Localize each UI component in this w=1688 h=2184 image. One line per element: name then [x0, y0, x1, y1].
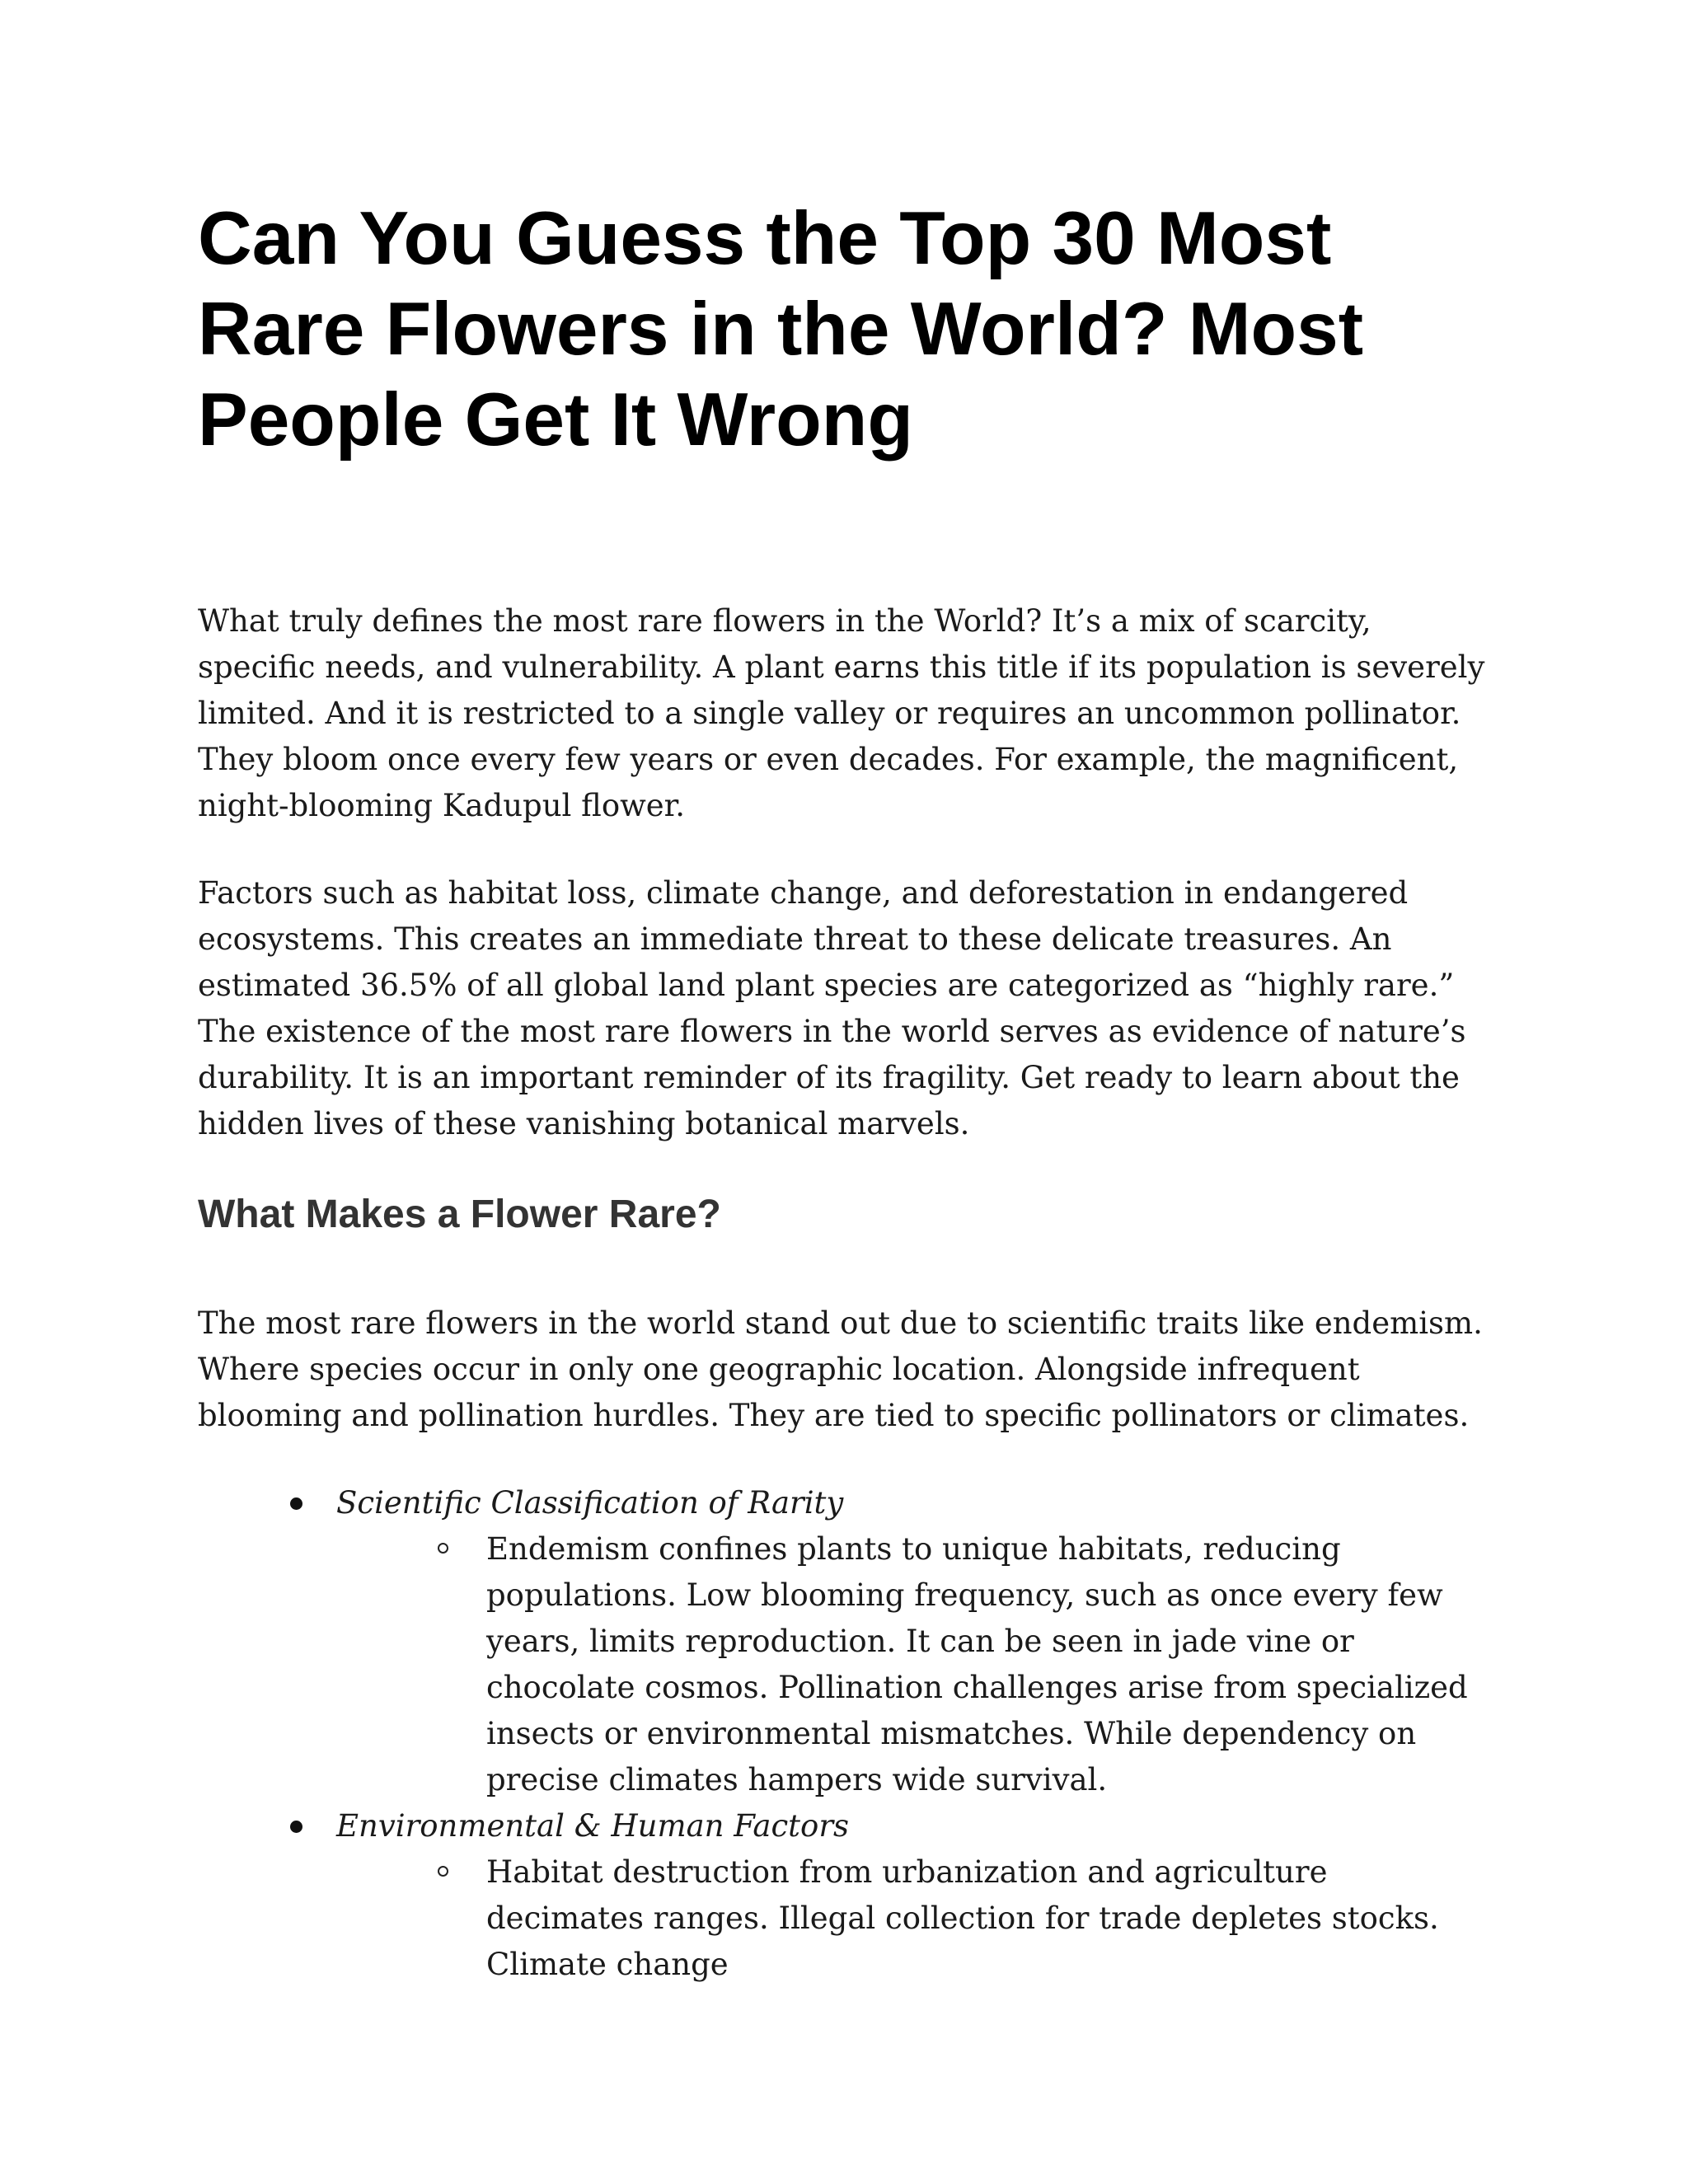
rarity-factors-list	[198, 1480, 1490, 1988]
bullet-icon	[290, 1497, 302, 1510]
intro-paragraph-1: What truly defines the most rare flowers in the World? It’s a mix of scarcity, specific needs, and vulnerability. A plant earns this title if its population is severely limited. And it is restricted to a single valley or requires an uncommon pollinator. They bloom once every few years or even decades. For example, the magnificent, night-blooming Kadupul flower.	[198, 603, 1485, 823]
sub-list	[336, 1526, 1490, 1803]
sub-list-item	[486, 1526, 1490, 1803]
sub-list-item-text: Habitat destruction from urbanization and agriculture decimates ranges. Illegal collection for trade depletes stocks. Climate change	[486, 1854, 1439, 1982]
section-heading: What Makes a Flower Rare?	[198, 1193, 721, 1236]
bullet-icon	[290, 1821, 302, 1833]
sub-list	[336, 1849, 1490, 1988]
hollow-bullet-icon	[438, 1543, 448, 1554]
hollow-bullet-icon	[438, 1866, 448, 1877]
list-item-label: Environmental & Human Factors	[336, 1808, 849, 1844]
sub-list-item-text: Endemism confines plants to unique habitats, reducing populations. Low blooming frequency, such as once every few years, limits reproduction. It can be seen in jade vine or chocolate cosmos. Pollination challenges arise from specialized insects or environmental mismatches. While dependency on precise climates hampers wide survival.	[486, 1531, 1468, 1797]
list-item	[198, 1803, 1490, 1988]
page-title: Can You Guess the Top 30 Most Rare Flowers in the World? Most People Get It Wrong	[198, 197, 1364, 462]
list-item-label: Scientific Classification of Rarity	[336, 1485, 844, 1521]
list-item	[198, 1480, 1490, 1803]
intro-paragraph-2: Factors such as habitat loss, climate change, and deforestation in endangered ecosystems. This creates an immediate threat to these delicate treasures. An estimated 36.5% of all global land plant species are categorized as “highly rare.” The existence of the most rare flowers in the world serves as evidence of nature’s durability. It is an important reminder of its fragility. Get ready to learn about the hidden lives of these vanishing botanical marvels.	[198, 875, 1466, 1141]
section-paragraph: The most rare flowers in the world stand out due to scientific traits like endemism. Where species occur in only one geographic location. Alongside infrequent blooming and pollination hurdles. They are tied to specific pollinators or climates.	[198, 1305, 1483, 1433]
sub-list-item	[486, 1849, 1490, 1988]
